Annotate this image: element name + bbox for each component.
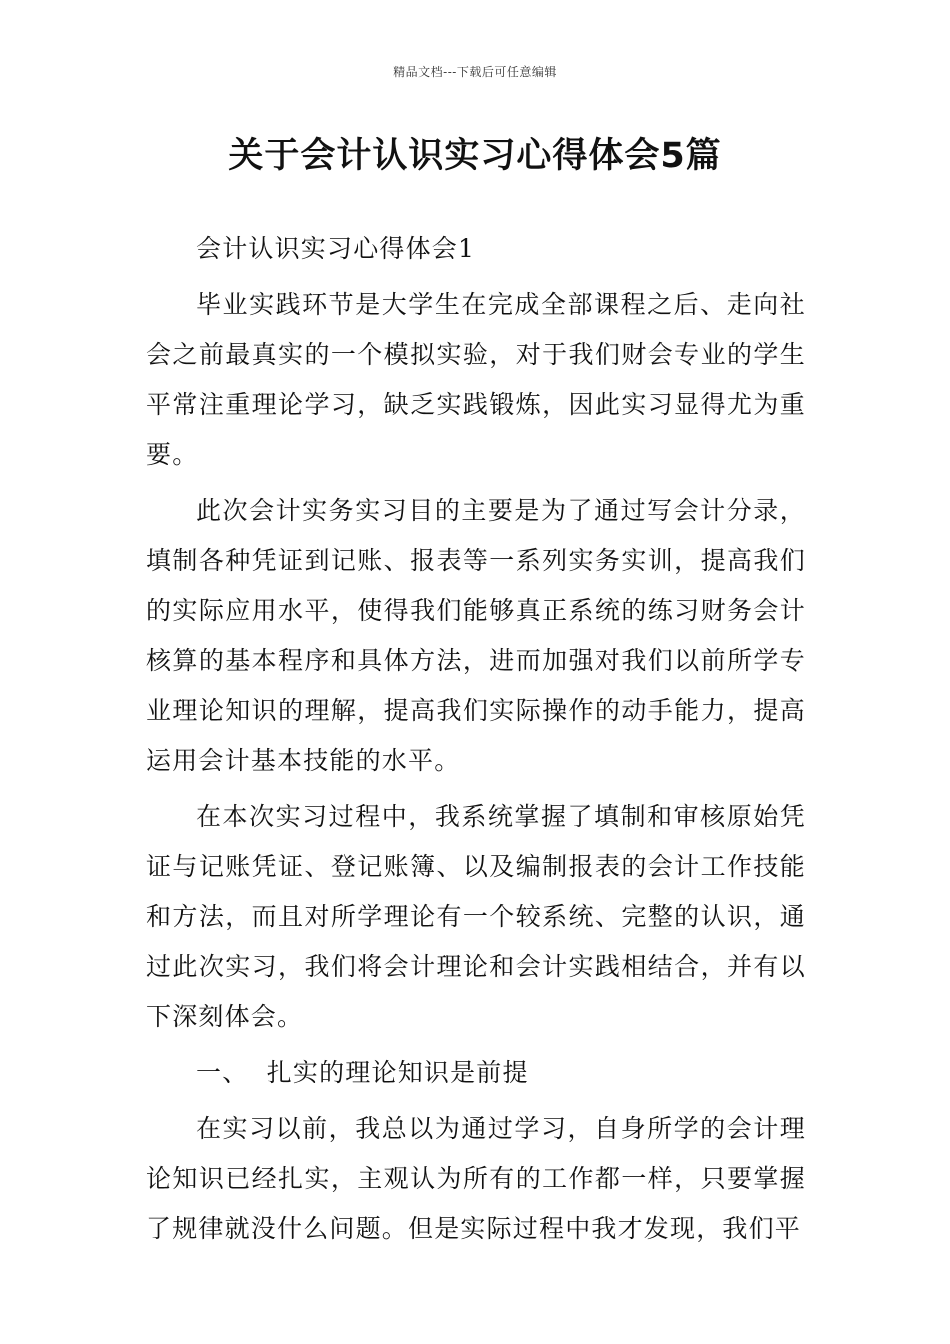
paragraph: 此次会计实务实习目的主要是为了通过写会计分录，填制各种凭证到记账、报表等一系列实务实训，提高我们的实际应用水平，使得我们能够真正系统的练习财务会计核算的基本程序和具体方法，进而加强对我们以前所学专业理论知识的理解，提高我们实际操作的动手能力，提高运用会计基本技能的水平。: [146, 496, 806, 775]
document-body: [146, 224, 806, 1254]
paragraph: 毕业实践环节是大学生在完成全部课程之后、走向社会之前最真实的一个模拟实验，对于我们财会专业的学生平常注重理论学习，缺乏实践锻炼，因此实习显得尤为重要。: [146, 290, 806, 469]
paragraph: 在本次实习过程中，我系统掌握了填制和审核原始凭证与记账凭证、登记账簿、以及编制报表的会计工作技能和方法，而且对所学理论有一个较系统、完整的认识，通过此次实习，我们将会计理论和会计实践相结合，并有以下深刻体会。: [146, 802, 806, 1031]
subsection-heading: 一、 扎实的理论知识是前提: [196, 1058, 529, 1087]
page-header: 精品文档---下载后可任意编辑: [393, 65, 557, 79]
paragraph: 在实习以前，我总以为通过学习，自身所学的会计理论知识已经扎实，主观认为所有的工作都一样，只要掌握了规律就没什么问题。但是实际过程中我才发现，我们平: [146, 1114, 806, 1243]
document-title: 关于会计认识实习心得体会5篇: [228, 136, 722, 176]
section-heading: 会计认识实习心得体会1: [196, 234, 476, 263]
